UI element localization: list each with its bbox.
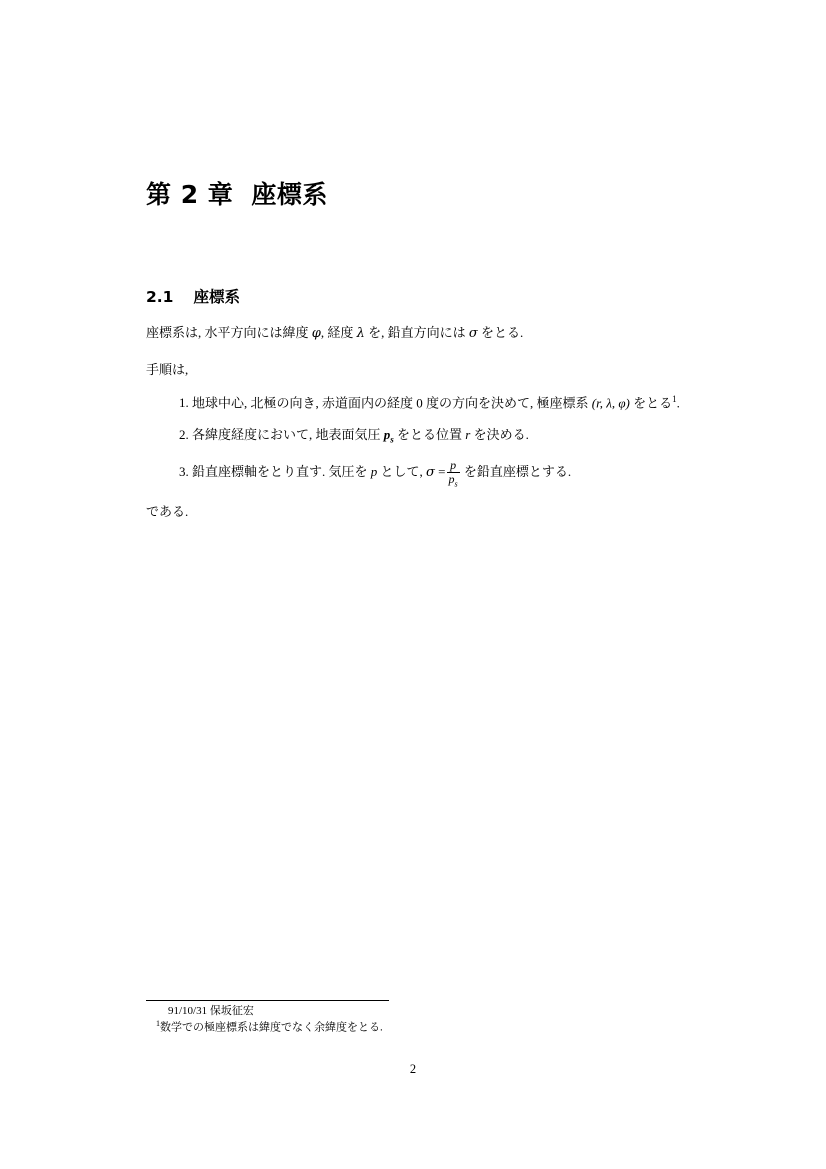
step1-math: (r, λ, φ) [591, 395, 630, 411]
closing-paragraph: である. [146, 504, 189, 520]
step1-post: をとる [633, 395, 673, 411]
step3-post: を鉛直座標とする. [463, 463, 572, 479]
step2-math-r: r [465, 426, 471, 442]
footnote-1 [146, 1019, 686, 1036]
section-heading [146, 285, 686, 307]
list-item [192, 393, 686, 413]
chapter-title [146, 180, 686, 210]
list-item [192, 459, 686, 488]
symbol-sigma: σ [468, 326, 478, 341]
step2-mid: をとる位置 [397, 426, 463, 442]
step2-pre: 各緯度経度において, 地表面気圧 [192, 426, 381, 442]
page-number: 2 [409, 1062, 417, 1076]
intro-pre: 座標系は, 水平方向には緯度 [146, 325, 309, 340]
fraction-denominator: $p_s$ [448, 471, 458, 488]
procedure-list [146, 393, 686, 488]
procedure-lead: 手順は, [146, 361, 189, 377]
footnote-1-text: 数学での極座標系は緯度でなく余緯度をとる. [160, 1021, 383, 1034]
footnote-marker: 1 [672, 394, 677, 404]
fraction-numerator: p [447, 459, 460, 473]
footnote-area [146, 1000, 686, 1035]
step3-sigma: σ [426, 464, 435, 480]
page-content [146, 180, 686, 522]
step3-pre: 鉛直座標軸をとり直す. 気圧を [192, 463, 368, 479]
list-item [192, 425, 686, 447]
intro-paragraph [146, 323, 686, 344]
symbol-phi: φ [311, 326, 321, 341]
symbol-lambda: λ [356, 326, 365, 341]
footnote-rule [146, 1000, 389, 1001]
step1-pre: 地球中心, 北極の向き, 赤道面内の経度 0 度の方向を決めて, 極座標系 [192, 395, 589, 411]
chapter-number: 第 2 章 [146, 180, 234, 209]
step2-post: を決める. [473, 426, 529, 442]
footnote-1-marker: 1 [156, 1018, 160, 1028]
intro-mid1: , 経度 [320, 325, 354, 340]
intro-end: をとる. [481, 325, 524, 340]
step3-mid: として, [380, 463, 423, 479]
chapter-title-text: 座標系 [251, 180, 328, 209]
footnote-date-author: 91/10/31 保坂征宏 [168, 1005, 254, 1017]
sigma-fraction [447, 459, 460, 488]
step2-math-ps: $p_s$ [383, 426, 394, 445]
step1-end: . [676, 395, 680, 411]
section-title: 座標系 [193, 288, 240, 306]
section-number: 2.1 [146, 288, 174, 306]
intro-mid2: を, 鉛直方向には [368, 325, 466, 340]
step3-equals: = [438, 463, 446, 479]
step3-math-p: p [370, 463, 378, 479]
